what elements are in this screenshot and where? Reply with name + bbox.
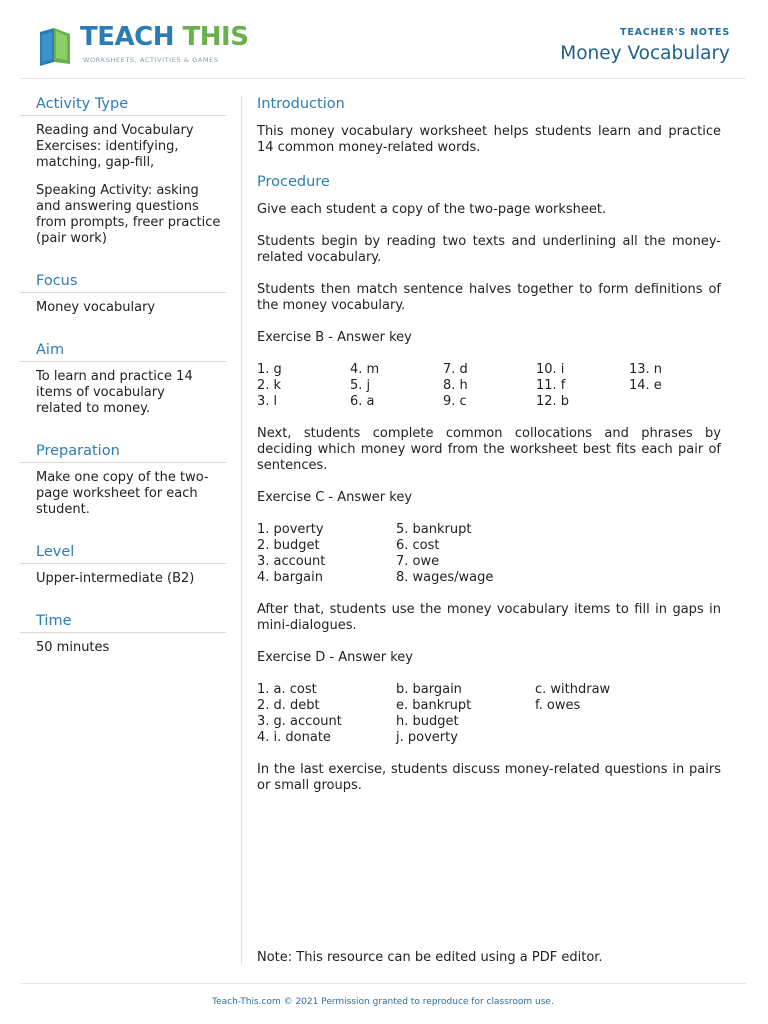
page-title: Money Vocabulary — [560, 43, 730, 64]
answer-item: 1. poverty — [257, 522, 324, 537]
procedure-step-5: After that, students use the money vocabulary items to fill in gaps in mini-dialogues. — [257, 602, 721, 633]
time-heading: Time — [20, 609, 226, 633]
answer-item: 4. m — [350, 362, 380, 377]
answer-item: 14. e — [629, 378, 662, 393]
answer-item: 5. j — [350, 378, 371, 393]
time-section — [20, 609, 226, 656]
logo-this: THIS — [182, 22, 249, 52]
teachers-notes-label: TEACHER'S NOTES — [620, 27, 730, 38]
logo-tagline: WORKSHEETS, ACTIVITIES & GAMES — [83, 56, 219, 64]
answer-item: 6. cost — [396, 538, 440, 553]
page-header — [20, 0, 746, 79]
answer-item — [629, 394, 722, 410]
preparation-text: Make one copy of the two-page worksheet for each student. — [36, 470, 209, 517]
focus-heading: Focus — [20, 269, 226, 293]
activity-type-section — [20, 92, 226, 247]
editor-note: Note: This resource can be edited using a PDF editor. — [257, 950, 603, 965]
answer-item: f. owes — [535, 698, 581, 713]
level-section — [20, 540, 226, 587]
answer-item: 3. l — [257, 394, 278, 409]
exercise-c-label: Exercise C - Answer key — [257, 490, 413, 505]
answer-item: 2. budget — [257, 538, 320, 553]
book-icon — [36, 24, 76, 66]
answer-item: 1. g — [257, 362, 282, 377]
answer-item: 8. wages/wage — [396, 570, 494, 585]
introduction-text: This money vocabulary worksheet helps students learn and practice 14 common money-related words. — [257, 124, 721, 155]
exercise-d-answer-key — [257, 682, 721, 746]
focus-section — [20, 269, 226, 316]
answer-item — [535, 730, 674, 746]
procedure-step-3: Students then match sentence halves together to form definitions of the money vocabulary. — [257, 282, 721, 313]
time-text: 50 minutes — [36, 640, 110, 655]
introduction-heading: Introduction — [257, 96, 345, 112]
answer-item: 3. g. account — [257, 714, 342, 729]
answer-item: 12. b — [536, 394, 570, 409]
level-heading: Level — [20, 540, 226, 564]
answer-item: 5. bankrupt — [396, 522, 472, 537]
page-footer — [20, 983, 746, 1007]
main-content — [257, 92, 721, 810]
answer-item: e. bankrupt — [396, 698, 472, 713]
aim-heading: Aim — [20, 338, 226, 362]
answer-item: 8. h — [443, 378, 468, 393]
procedure-step-1: Give each student a copy of the two-page worksheet. — [257, 202, 607, 217]
aim-text: To learn and practice 14 items of vocabulary related to money. — [36, 369, 193, 416]
answer-item: 1. a. cost — [257, 682, 317, 697]
answer-item: 4. bargain — [257, 570, 323, 585]
answer-item: c. withdraw — [535, 682, 611, 697]
answer-item: 13. n — [629, 362, 663, 377]
activity-type-text-1: Reading and Vocabulary Exercises: identifying, matching, gap-fill, — [36, 123, 194, 170]
procedure-step-4: Next, students complete common collocations and phrases by deciding which money word from the worksheet best fits each pair of sentences. — [257, 426, 721, 473]
answer-item: 6. a — [350, 394, 375, 409]
sidebar — [20, 92, 226, 656]
answer-item: 11. f — [536, 378, 566, 393]
answer-item: 7. owe — [396, 554, 440, 569]
procedure-heading: Procedure — [257, 174, 330, 190]
level-text: Upper-intermediate (B2) — [36, 571, 195, 586]
activity-type-heading: Activity Type — [20, 92, 226, 116]
exercise-b-label: Exercise B - Answer key — [257, 330, 412, 345]
focus-text: Money vocabulary — [36, 300, 156, 315]
column-divider — [241, 96, 242, 964]
logo-teach: TEACH — [80, 22, 174, 52]
answer-item: b. bargain — [396, 682, 462, 697]
answer-item: 2. d. debt — [257, 698, 320, 713]
answer-item: 3. account — [257, 554, 326, 569]
answer-item: 9. c — [443, 394, 467, 409]
answer-item: 10. i — [536, 362, 565, 377]
answer-item: 7. d — [443, 362, 468, 377]
footer-copyright: Teach-This.com © 2021 Permission granted to reproduce for classroom use. — [212, 997, 554, 1007]
exercise-d-label: Exercise D - Answer key — [257, 650, 413, 665]
answer-item: j. poverty — [396, 730, 458, 745]
procedure-step-6: In the last exercise, students discuss money-related questions in pairs or small groups. — [257, 762, 721, 793]
answer-item: 4. i. donate — [257, 730, 331, 745]
aim-section — [20, 338, 226, 417]
activity-type-text-2: Speaking Activity: asking and answering questions from prompts, freer practice (pair work) — [36, 183, 221, 246]
answer-item — [535, 714, 674, 730]
answer-item: h. budget — [396, 714, 459, 729]
exercise-b-answer-key — [257, 362, 721, 410]
exercise-c-answer-key — [257, 522, 721, 586]
answer-item: 2. k — [257, 378, 282, 393]
preparation-heading: Preparation — [20, 439, 226, 463]
preparation-section — [20, 439, 226, 518]
procedure-step-2: Students begin by reading two texts and underlining all the money-related vocabulary. — [257, 234, 721, 265]
